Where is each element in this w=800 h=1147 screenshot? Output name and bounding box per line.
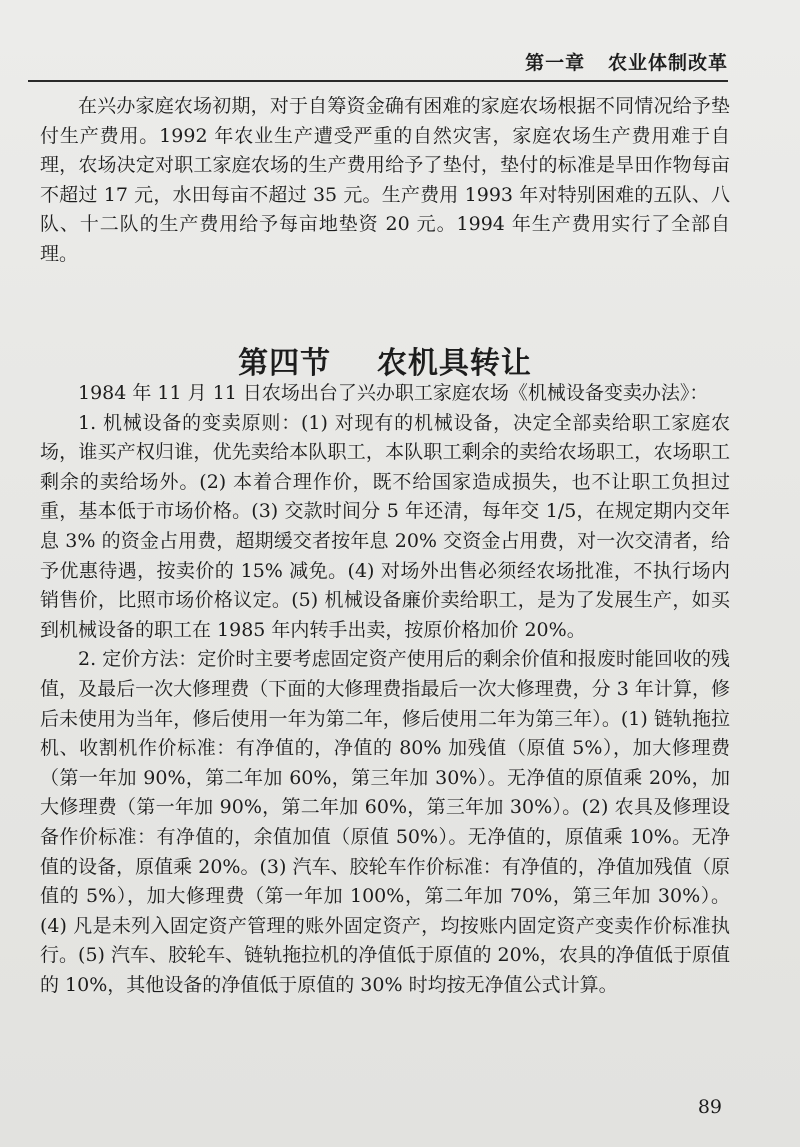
running-header: 第一章 农业体制改革	[525, 52, 728, 74]
intro-text	[40, 92, 730, 270]
section-paragraph-2: 1. 机械设备的变卖原则：(1) 对现有的机械设备，决定全部卖给职工家庭农场，谁买产权归谁，优先卖给本队职工，本队职工剩余的卖给农场职工，农场职工剩余的卖给场外。(2) 本着合理作价，既不给国家造成损失，也不让职工负担过重，基本低于市场价格。(3) 交款时间分 5 年还清，每年交 1/5，在规定期内交年息 3% 的资金占用费，超期缓交者按年息 20% 交资金占用费，对一次交清者，给予优惠待遇，按卖价的 15% 减免。(4) 对场外出售必须经农场批准，不执行场内销售价，比照市场价格议定。(5) 机械设备廉价卖给职工，是为了发展生产，如买到机械设备的职工在 1985 年内转手出卖，按原价格加价 20%。	[40, 411, 730, 641]
page-number: 89	[697, 1096, 722, 1118]
section-paragraph-3: 2. 定价方法：定价时主要考虑固定资产使用后的剩余价值和报废时能回收的残值，及最后一次大修理费（下面的大修理费指最后一次大修理费，分 3 年计算，修后未使用为当年，修后使用一年为第二年，修后使用二年为第三年）。(1) 链轨拖拉机、收割机作价标准：有净值的，净值的 80% 加残值（原值 5%），加大修理费（第一年加 90%，第二年加 60%，第三年加 30%）。无净值的原值乘 20%，加大修理费（第一年加 90%，第二年加 60%，第三年加 30%）。(2) 农具及修理设备作价标准：有净值的，余值加值（原值 50%）。无净值的，原值乘 10%。无净值的设备，原值乘 20%。(3) 汽车、胶轮车作价标准：有净值的，净值加残值（原值的 5%），加大修理费（第一年加 100%，第二年加 70%，第三年加 30%）。(4) 凡是未列入固定资产管理的账外固定资产，均按账内固定资产变卖作价标准执行。(5) 汽车、胶轮车、链轨拖拉机的净值低于原值的 20%，农具的净值低于原值的 10%，其他设备的净值低于原值的 30% 时均按无净值公式计算。	[40, 648, 730, 996]
section-paragraph-1: 1984 年 11 月 11 日农场出台了兴办职工家庭农场《机械设备变卖办法》：	[78, 382, 709, 404]
section-body	[40, 379, 730, 1000]
header-rule	[28, 80, 728, 82]
intro-paragraph: 在兴办家庭农场初期，对于自筹资金确有困难的家庭农场根据不同情况给予垫付生产费用。1992 年农业生产遭受严重的自然灾害，家庭农场生产费用难于自理，农场决定对职工家庭农场的生产费用给予了垫付，垫付的标准是旱田作物每亩不超过 17 元，水田每亩不超过 35 元。生产费用 1993 年对特别困难的五队、八队、十二队的生产费用给予每亩地垫资 20 元。1994 年生产费用实行了全部自理。	[40, 95, 730, 265]
section-title: 第四节 农机具转让	[238, 345, 532, 381]
